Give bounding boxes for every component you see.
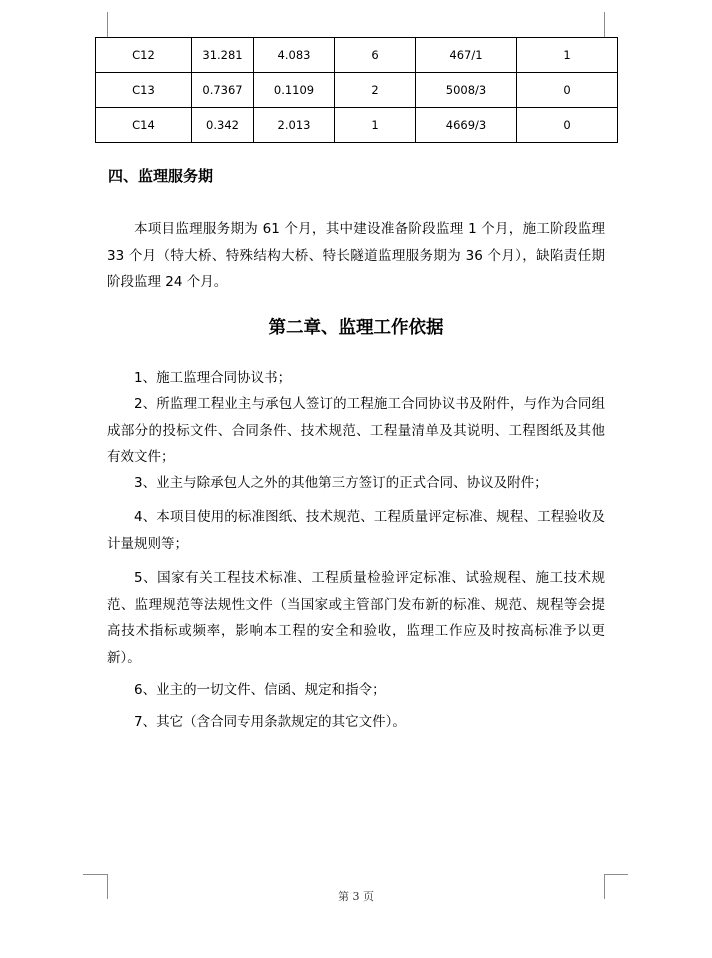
crop-mark-bottom-right-h (604, 874, 628, 875)
section-heading: 四、监理服务期 (108, 167, 214, 185)
table-cell: 0.342 (192, 108, 254, 143)
basis-item-6: 6、业主的一切文件、信函、规定和指令； (134, 682, 386, 698)
table-cell: C12 (96, 38, 192, 73)
service-period-paragraph: 本项目监理服务期为 61 个月，其中建设准备阶段监理 1 个月，施工阶段监理 33 个月（特大桥、特殊结构大桥、特长隧道监理服务期为 36 个月），缺陷责任期阶段监理 24 个月。 (107, 221, 605, 290)
basis-item-5: 5、国家有关工程技术标准、工程质量检验评定标准、试验规程、施工技术规范、监理规范等法规性文件（当国家或主管部门发布新的标准、规范、规程等会提高技术指标或频率，影响本工程的安全和验收，监理工作应及时按高标准予以更新）。 (107, 570, 605, 666)
table-cell: 0 (517, 108, 618, 143)
table-row (96, 38, 618, 73)
chapter-title: 第二章、监理工作依据 (268, 318, 444, 338)
table-cell: 0.7367 (192, 73, 254, 108)
page-number: 第 3 页 (338, 890, 374, 903)
data-table (95, 37, 618, 143)
table-row (96, 73, 618, 108)
table-cell: 5008/3 (416, 73, 517, 108)
crop-mark-top-left (107, 12, 108, 38)
basis-item-7: 7、其它（含合同专用条款规定的其它文件）。 (134, 714, 406, 730)
basis-item-2: 2、所监理工程业主与承包人签订的工程施工合同协议书及附件，与作为合同组成部分的投标文件、合同条件、技术规范、工程量清单及其说明、工程图纸及其他有效文件； (107, 396, 605, 465)
table-cell: 2.013 (254, 108, 335, 143)
crop-mark-bottom-left-h (83, 874, 107, 875)
crop-mark-top-right (604, 12, 605, 38)
table-cell: 1 (335, 108, 416, 143)
basis-item-3: 3、业主与除承包人之外的其他第三方签订的正式合同、协议及附件； (134, 475, 548, 491)
table-cell: 31.281 (192, 38, 254, 73)
table-cell: 467/1 (416, 38, 517, 73)
basis-item-4: 4、本项目使用的标准图纸、技术规范、工程质量评定标准、规程、工程验收及计量规则等； (107, 509, 605, 552)
table-cell: C13 (96, 73, 192, 108)
table-cell: 1 (517, 38, 618, 73)
table-cell: 4669/3 (416, 108, 517, 143)
table-cell: 0.1109 (254, 73, 335, 108)
table-cell: C14 (96, 108, 192, 143)
table-row (96, 108, 618, 143)
table-cell: 2 (335, 73, 416, 108)
table-cell: 6 (335, 38, 416, 73)
basis-item-1: 1、施工监理合同协议书； (134, 370, 292, 386)
table-cell: 4.083 (254, 38, 335, 73)
table-cell: 0 (517, 73, 618, 108)
